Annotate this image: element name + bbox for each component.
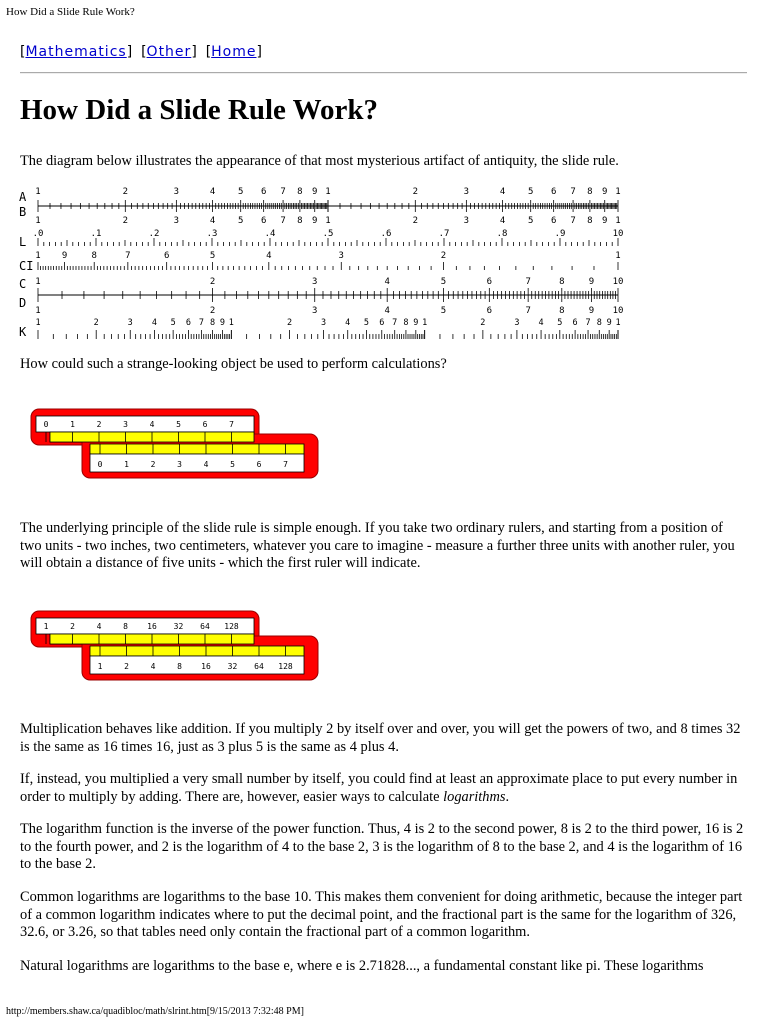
c-scale-label: 1 (35, 277, 41, 287)
b-scale-label: 1 (35, 216, 41, 226)
c-scale-label: 7 (525, 277, 531, 287)
k-scale-label: 4 (538, 318, 544, 328)
k-scale-label: 6 (185, 318, 192, 328)
b-scale-label: 3 (463, 216, 470, 226)
linear-top-label: 6 (202, 420, 208, 429)
scale-letter-k: K (19, 325, 27, 339)
b-scale-label: 6 (550, 216, 557, 226)
l-scale-label: .9 (554, 229, 566, 239)
c-scale-label: 6 (486, 277, 493, 287)
d-scale-label: 1 (35, 306, 41, 316)
linear-bottom-label: 2 (150, 460, 156, 469)
linear-top-label: 0 (43, 420, 49, 429)
linear-top-label: 3 (123, 420, 128, 429)
b-scale-label: 8 (587, 216, 593, 226)
linear-bottom-label: 3 (177, 460, 182, 469)
linear-bottom-label: 7 (283, 460, 288, 469)
a-scale-label: 8 (297, 187, 303, 197)
ci-scale-label: 5 (209, 251, 216, 261)
a-scale-label: 1 (615, 187, 621, 197)
k-scale-label: 1 (228, 318, 234, 328)
c-scale-label: 2 (209, 277, 216, 287)
linear-bottom-label: 0 (97, 460, 103, 469)
d-scale-label: 2 (209, 306, 216, 316)
paragraph-principle: The underlying principle of the slide rule is simple enough. If you take two ordinary rulers, and starting from a position of two units - two inches, two centimeters, whatever you care to imagine - measure a further three units with another ruler, you will obtain a distance of five units - which the first ruler will indicate. (20, 520, 735, 572)
b-scale-label: 1 (615, 216, 621, 226)
nav-link-home[interactable]: Home (211, 44, 257, 60)
divider (20, 72, 747, 74)
paragraph-logarithm-function: The logarithm function is the inverse of the power function. Thus, 4 is 2 to the second power, 8 is 2 to the third power, 16 is 2 to the fourth power, and 2 is the logarithm of 4 to the base 2, 3 is the logarithm of 8 to the base 2, and 4 is the logarithm of 16 to the base 2. (20, 821, 744, 873)
a-scale-label: 7 (280, 187, 286, 197)
linear-bottom-face (90, 454, 304, 472)
c-scale-label: 3 (312, 277, 318, 287)
k-scale-label: 9 (413, 318, 419, 328)
k-scale-label: 8 (403, 318, 409, 328)
ci-scale-label: 1 (615, 251, 621, 261)
d-scale-label: 6 (486, 306, 493, 316)
l-scale-label: 10 (612, 229, 624, 239)
linear-top-label: 5 (176, 420, 181, 429)
ci-scale-label: 8 (91, 251, 97, 261)
nav-bar: [Mathematics] [Other] [Home] (20, 44, 262, 60)
paragraph-natural-logarithms: Natural logarithms are logarithms to the base e, where e is 2.71828..., a fundamental constant like pi. These logarithms (20, 958, 704, 974)
k-scale-label: 3 (321, 318, 327, 328)
k-scale-label: 2 (93, 318, 99, 328)
a-scale-label: 3 (173, 187, 180, 197)
a-scale-label: 2 (122, 187, 129, 197)
k-scale-label: 1 (35, 318, 41, 328)
power-top-face (36, 618, 254, 634)
b-scale-label: 5 (527, 216, 534, 226)
k-scale-label: 6 (379, 318, 385, 328)
k-scale-label: 1 (615, 318, 621, 328)
power-top-label: 2 (70, 622, 75, 631)
a-scale-label: 9 (602, 187, 608, 197)
k-scale-label: 7 (392, 318, 398, 328)
power-bottom-label: 32 (227, 662, 238, 671)
ci-scale-label: 2 (440, 251, 447, 261)
b-scale-label: 4 (209, 216, 216, 226)
k-scale-label: 5 (557, 318, 563, 328)
k-scale-label: 8 (596, 318, 602, 328)
d-scale-label: 5 (440, 306, 447, 316)
b-scale-label: 7 (570, 216, 576, 226)
c-scale-label: 5 (440, 277, 447, 287)
k-scale-label: 4 (345, 318, 351, 328)
power-bottom-yellow-bar (90, 646, 304, 656)
a-scale-label: 6 (260, 187, 267, 197)
a-scale-label: 4 (209, 187, 216, 197)
scale-letter-l: L (19, 235, 27, 249)
nav-link-other[interactable]: Other (146, 44, 192, 60)
scale-letter-b: B (19, 205, 27, 219)
b-scale-label: 2 (412, 216, 419, 226)
l-scale-label: .5 (322, 229, 334, 239)
b-scale-label: 9 (312, 216, 318, 226)
a-scale-label: 5 (527, 187, 534, 197)
a-scale-label: 6 (550, 187, 557, 197)
b-scale-label: 8 (297, 216, 303, 226)
power-bottom-label: 8 (177, 662, 182, 671)
a-scale-label: 2 (412, 187, 419, 197)
power-top-label: 64 (200, 622, 210, 631)
power-bottom-label: 2 (124, 662, 129, 671)
linear-bottom-label: 6 (256, 460, 262, 469)
linear-bottom-label: 5 (230, 460, 235, 469)
b-scale-label: 9 (602, 216, 608, 226)
power-top-label: 1 (43, 622, 49, 631)
k-scale-label: 8 (210, 318, 216, 328)
a-scale-label: 3 (463, 187, 470, 197)
b-scale-label: 3 (173, 216, 180, 226)
l-scale-label: .3 (206, 229, 218, 239)
scale-letter-a: A (19, 190, 27, 204)
k-scale-label: 5 (363, 318, 370, 328)
ci-scale-label: 7 (125, 251, 131, 261)
c-scale-label: 4 (384, 277, 390, 287)
logarithms-emphasis: logarithms (443, 788, 506, 805)
paragraph-small-number: If, instead, you multiplied a very small number by itself, you could find at least an approximate place to put every number in order to multiply by adding. There are, however, easier ways to calculate logarithms. (20, 771, 738, 805)
paragraph-common-logarithms: Common logarithms are logarithms to the base 10. This makes them convenient for doing arithmetic, because the integer part of a common logarithm indicates where to put the decimal point, and the fractional part is the same for the logarithm of 326, 32.6, or 3.26, so that tables need only contain the fractional part of a common logarithm. (20, 889, 743, 941)
slide-rule-diagram (18, 184, 630, 344)
k-scale-label: 4 (151, 318, 157, 328)
paragraph-intro: The diagram below illustrates the appearance of that most mysterious artifact of antiquity, the slide rule. (20, 153, 619, 169)
k-scale-label: 3 (514, 318, 520, 328)
linear-rulers-diagram (30, 408, 320, 480)
page-url-footer: http://members.shaw.ca/quadibloc/math/slrint.htm[9/15/2013 7:32:48 PM] (6, 1006, 304, 1017)
d-scale-label: 9 (588, 306, 595, 316)
power-top-label: 8 (123, 622, 128, 631)
ci-scale-label: 3 (338, 251, 344, 261)
l-scale-label: .4 (264, 229, 276, 239)
scale-letter-d: D (19, 296, 27, 310)
a-scale-label: 1 (325, 187, 331, 197)
b-scale-label: 1 (325, 216, 331, 226)
power-top-label: 4 (96, 622, 102, 631)
d-scale-label: 10 (612, 306, 624, 316)
b-scale-label: 7 (280, 216, 286, 226)
power-bottom-label: 128 (278, 662, 293, 671)
b-scale-label: 2 (122, 216, 129, 226)
ci-scale-label: 1 (35, 251, 41, 261)
l-scale-label: .1 (90, 229, 102, 239)
l-scale-label: .7 (438, 229, 450, 239)
a-scale-label: 1 (35, 187, 41, 197)
k-scale-label: 6 (572, 318, 578, 328)
power-top-label: 32 (173, 622, 184, 631)
c-scale-label: 10 (612, 277, 624, 287)
l-scale-label: .6 (380, 229, 392, 239)
nav-link-mathematics[interactable]: Mathematics (25, 44, 127, 60)
page-title: How Did a Slide Rule Work? (20, 94, 378, 126)
power-bottom-label: 64 (254, 662, 264, 671)
c-scale-label: 8 (559, 277, 565, 287)
b-scale-label: 5 (237, 216, 244, 226)
a-scale-label: 5 (237, 187, 244, 197)
scale-letter-ci: CI (19, 259, 34, 273)
power-bottom-label: 4 (150, 662, 156, 671)
k-scale-label: 9 (219, 318, 226, 328)
scale-letter-c: C (19, 277, 27, 291)
paragraph-question: How could such a strange-looking object be used to perform calculations? (20, 356, 447, 372)
b-scale-label: 4 (499, 216, 506, 226)
d-scale-label: 8 (559, 306, 565, 316)
ci-scale-label: 4 (266, 251, 272, 261)
k-scale-label: 9 (606, 318, 612, 328)
k-scale-label: 5 (170, 318, 176, 328)
linear-top-label: 7 (229, 420, 234, 429)
linear-bottom-label: 4 (203, 460, 209, 469)
linear-bottom-yellow-bar (90, 444, 304, 454)
power-rulers-diagram (30, 610, 320, 682)
k-scale-label: 1 (422, 318, 428, 328)
b-scale-label: 6 (260, 216, 267, 226)
a-scale-label: 8 (587, 187, 593, 197)
k-scale-label: 7 (198, 318, 204, 328)
linear-top-label: 4 (149, 420, 155, 429)
ci-scale-label: 9 (61, 251, 68, 261)
power-bottom-face (90, 656, 304, 674)
c-scale-label: 9 (588, 277, 595, 287)
window-title: How Did a Slide Rule Work? (6, 6, 135, 18)
power-bottom-label: 16 (201, 662, 211, 671)
a-scale-label: 4 (499, 187, 506, 197)
power-bottom-label: 1 (97, 662, 103, 671)
a-scale-label: 7 (570, 187, 576, 197)
d-scale-label: 4 (384, 306, 390, 316)
l-scale-label: .8 (496, 229, 508, 239)
k-scale-label: 2 (480, 318, 486, 328)
l-scale-label: .0 (32, 229, 44, 239)
linear-top-label: 2 (96, 420, 102, 429)
d-scale-label: 3 (312, 306, 318, 316)
power-top-label: 16 (147, 622, 157, 631)
paragraph-multiplication: Multiplication behaves like addition. If you multiply 2 by itself over and over, you will get the powers of two, and 8 times 32 is the same as 16 times 16, just as 3 plus 5 is the same as 4 plus 4. (20, 721, 741, 755)
k-scale-label: 3 (127, 318, 133, 328)
linear-top-face (36, 416, 254, 432)
ci-scale-label: 6 (163, 251, 170, 261)
power-top-label: 128 (224, 622, 239, 631)
l-scale-label: .2 (148, 229, 160, 239)
linear-bottom-label: 1 (124, 460, 129, 469)
linear-top-label: 1 (70, 420, 75, 429)
k-scale-label: 7 (585, 318, 591, 328)
a-scale-label: 9 (312, 187, 318, 197)
d-scale-label: 7 (525, 306, 531, 316)
k-scale-label: 2 (286, 318, 293, 328)
